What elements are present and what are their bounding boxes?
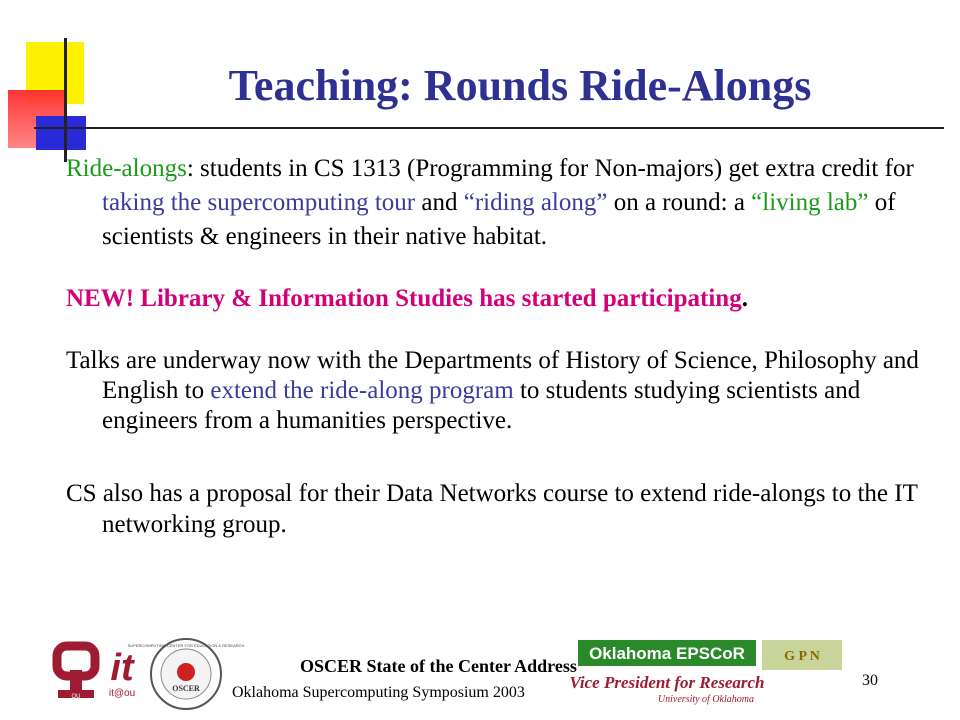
text-segment: Talks are underway now with the Departments of History of Science, Philosophy and English to: [66, 347, 919, 404]
highlight-new-participation: NEW! Library & Information Studies has started participating: [66, 285, 742, 312]
epscor-vpr-logo-icon: [569, 640, 765, 705]
it-logo-text: it: [110, 647, 134, 689]
footer-subtitle: Oklahoma Supercomputing Symposium 2003: [232, 684, 525, 701]
vpr-text: Vice President for Research: [569, 673, 765, 692]
highlight-supercomputing-tour: taking the supercomputing tour: [102, 189, 416, 216]
text-segment: CS also has a proposal for their Data Networks course to extend ride-alongs to the IT networking group.: [66, 480, 918, 538]
gpn-text: G P N: [784, 649, 820, 664]
decor-horizontal-line: [34, 127, 944, 129]
seal-ring-text: SUPERCOMPUTING CENTER FOR EDUCATION & RESEARCH: [127, 643, 245, 648]
highlight-extend-program: extend the ride-along program: [210, 377, 514, 404]
ou-logo-text: OU: [71, 694, 81, 700]
term-ride-alongs: Ride-alongs: [66, 155, 187, 182]
it-logo-icon: [102, 640, 142, 702]
decor-blue-square: [36, 116, 86, 150]
text-segment: and: [415, 189, 464, 216]
itou-logo-text: it@ou: [108, 688, 136, 699]
university-text: University of Oklahoma: [657, 694, 754, 705]
epscor-text: Oklahoma EPSCoR: [589, 644, 745, 663]
text-segment: : students in CS 1313 (Programming for Non-majors) get extra credit for: [186, 155, 914, 182]
bullet-humanities-talks: [66, 346, 922, 436]
gpn-logo-icon: [762, 640, 842, 670]
page-number: 30: [862, 672, 878, 689]
highlight-riding-along: “riding along”: [463, 189, 608, 216]
seal-center-text: OSCER: [172, 684, 200, 693]
text-segment: of scientists & engineers in their native habitat.: [102, 189, 896, 250]
bullet-ride-alongs: [66, 152, 922, 254]
slide-title: Teaching: Rounds Ride-Alongs: [228, 61, 812, 110]
footer-title: OSCER State of the Center Address: [300, 656, 577, 676]
oscer-seal-icon: [127, 636, 245, 712]
text-segment: on a round: a: [607, 189, 752, 216]
ou-logo-icon: [54, 640, 98, 700]
decor-vertical-line: [64, 38, 67, 162]
text-segment: .: [741, 285, 748, 312]
text-segment: to students studying scientists and engineers from a humanities perspective.: [102, 377, 861, 434]
bullet-library-studies: [66, 286, 922, 312]
bullet-cs-proposal: [66, 478, 922, 540]
highlight-living-lab: “living lab”: [751, 189, 869, 216]
